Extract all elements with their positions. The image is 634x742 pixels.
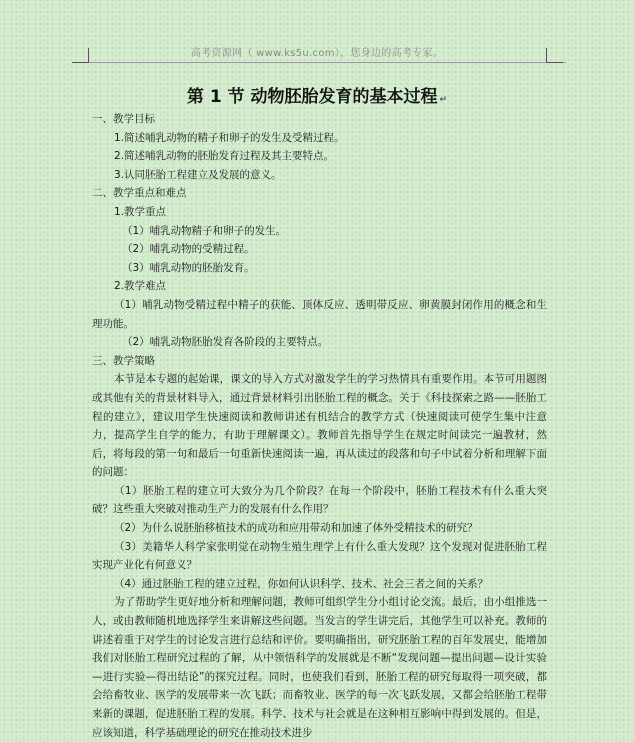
- line-text: 1.教学重点: [114, 205, 167, 218]
- line-text: 为了帮助学生更好地分析和理解问题，教师可组织学生分小组讨论交流。最后，由小组推选一人，或由教师随机地选择学生来讲解这些问题。当发言的学生讲完后，其他学生可以补充。教师的讲述着重于对学生的讨论发言进行总结和评价。要明确指出，研究胚胎工程的百年发展史，能增加我们对胚胎工程研究过程的了解，从中领悟科学的发展就是不断“发现问题—提出问题—设计实验—进行实验—得出结论”的探究过程。同时，也使我们看到，胚胎工程的研究每取得一项突破，都会给畜牧业、医学的发展带来一次飞跃；而畜牧业、医学的每一次飞跃发展，又都会给胚胎工程带来新的课题，促进胚胎工程的发展。科学、技术与社会就是在这种相互影响中得到发展的。但是，应该知道，科学基础理论的研究在推动技术进步: [92, 596, 547, 739]
- margin-corner-mark-left: [72, 48, 89, 63]
- body-paragraph: [92, 575, 547, 594]
- document-body: [92, 110, 547, 742]
- list-item: [92, 203, 547, 222]
- list-item: [92, 147, 547, 166]
- line-text: 本节是本专题的起始课，课文的导入方式对激发学生的学习热情具有重要作用。本节可用题图或其他有关的背景材料导入，通过背景材料引出胚胎工程的概念。关于《科技探索之路——胚胎工程的建立》，建议用学生快速阅读和教师讲述有机结合的教学方式（快速阅读可使学生集中注意力，提高学生自学的能力，有助于理解课文）。教师首先指导学生在规定时间读完一遍教材，然后，将每段的第一句和最后一句重新快速阅读一遍，再从读过的段落和句子中试着分析和理解下面的问题：: [92, 373, 547, 479]
- list-item: [92, 277, 547, 296]
- line-text: （1）胚胎工程的建立可大致分为几个阶段？在每一个阶段中，胚胎工程技术有什么重大突破？这些重大突破对推动生产力的发展有什么作用？: [92, 484, 547, 516]
- line-text: （4）通过胚胎工程的建立过程，你如何认识科学、技术、社会三者之间的关系？: [114, 577, 489, 590]
- section-heading: [92, 184, 547, 203]
- line-text: （1）哺乳动物精子和卵子的发生。: [122, 224, 287, 237]
- body-paragraph: [92, 482, 547, 519]
- line-text: （2）为什么说胚胎移植技术的成功和应用带动和加速了体外受精技术的研究？: [114, 522, 478, 535]
- line-text: 二、教学重点和难点: [92, 187, 187, 200]
- line-text: （3）哺乳动物的胚胎发育。: [122, 261, 255, 274]
- line-text: 2.简述哺乳动物的胚胎发育过程及其主要特点。: [114, 150, 335, 163]
- line-text: 1.简述哺乳动物的精子和卵子的发生及受精过程。: [114, 131, 345, 144]
- list-item: [92, 129, 547, 148]
- sub-list-item: [92, 222, 547, 241]
- sub-list-item: [92, 333, 547, 352]
- section-heading: [92, 352, 547, 371]
- line-text: （2）哺乳动物的受精过程。: [122, 243, 255, 256]
- line-text: 2.教学难点: [114, 280, 167, 293]
- list-item: [92, 166, 547, 185]
- body-paragraph: [92, 519, 547, 538]
- line-text: （3）美籍华人科学家张明觉在动物生殖生理学上有什么重大发现？这个发现对促进胚胎工程实现产业化有何意义？: [92, 540, 547, 572]
- line-text: （2）哺乳动物胚胎发育各阶段的主要特点。: [122, 336, 329, 349]
- page-title: 第 1 节 动物胚胎发育的基本过程 ↵: [186, 87, 448, 107]
- paragraph-mark-icon: ↵: [439, 95, 448, 105]
- section-heading: [92, 110, 547, 129]
- sub-list-item: [92, 259, 547, 278]
- page-header: 高考资源网（ www.ks5u.com），您身边的高考专家。: [190, 48, 444, 59]
- body-paragraph: [92, 538, 547, 575]
- line-text: 三、教学策略: [92, 354, 155, 367]
- header-rule: [88, 62, 566, 63]
- line-text: （1）哺乳动物受精过程中精子的获能、顶体反应、透明带反应、卵黄膜封闭作用的概念和生理功能。: [92, 298, 547, 330]
- line-text: 一、教学目标: [92, 113, 155, 125]
- margin-corner-mark-right: [546, 48, 563, 63]
- body-paragraph: [92, 296, 547, 333]
- line-text: 3.认同胚胎工程建立及发展的意义。: [114, 168, 282, 181]
- sub-list-item: [92, 240, 547, 259]
- body-paragraph: [92, 593, 547, 742]
- body-paragraph: [92, 370, 547, 482]
